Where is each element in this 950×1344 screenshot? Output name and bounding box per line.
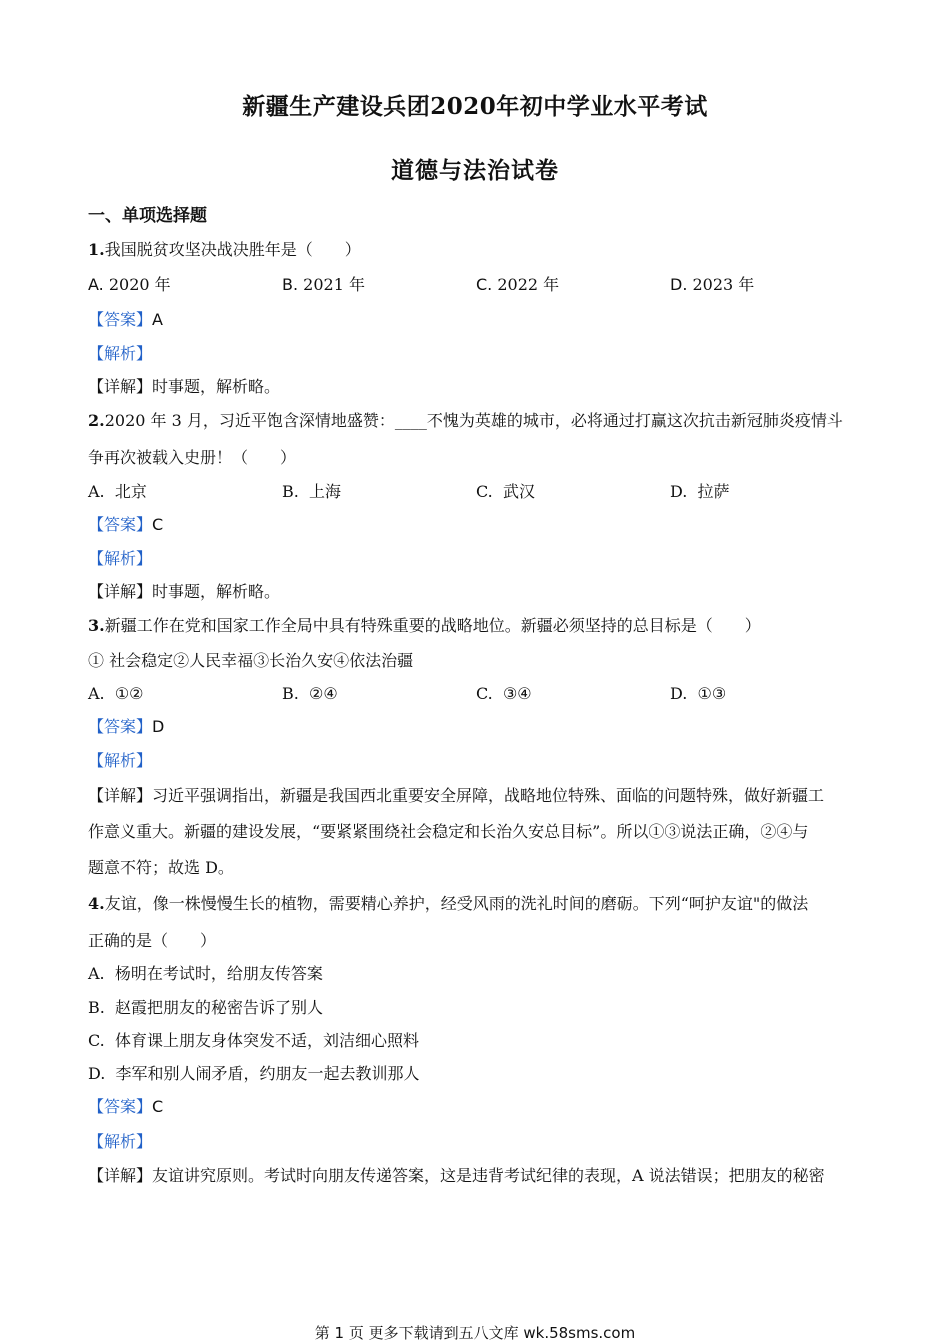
question-stem: 友谊，像一株慢慢生长的植物，需要精心养护，经受风雨的洗礼时间的磨砺。下列“呵护友谊"的做法 — [104, 894, 809, 913]
question-2 — [88, 411, 843, 431]
question-number: 3. — [88, 616, 105, 635]
option-d: D. 拉萨 — [670, 482, 730, 501]
answer-line: 【答案】C — [88, 1097, 164, 1116]
question-number: 2. — [88, 411, 105, 430]
detail-line: 【详解】时事题，解析略。 — [88, 377, 281, 396]
question-items: ① 社会稳定②人民幸福③长治久安④依法治疆 — [88, 651, 414, 670]
analysis-label: 【解析】 — [88, 549, 153, 568]
detail-line: 【详解】友谊讲究原则。考试时向朋友传递答案，这是违背考试纪律的表现，A 说法错误；把朋友的秘密 — [88, 1166, 825, 1185]
question-stem: 2020 年 3 月，习近平饱含深情地盛赞：____不愧为英雄的城市，必将通过打赢这次抗击新冠肺炎疫情斗 — [104, 411, 843, 430]
question-stem: 新疆工作在党和国家工作全局中具有特殊重要的战略地位。新疆必须坚持的总目标是（ ） — [104, 616, 761, 635]
analysis-label: 【解析】 — [88, 344, 153, 363]
page-footer: 第 1 页 更多下载请到五八文库 wk.58sms.com — [314, 1324, 636, 1342]
detail-line: 【详解】习近平强调指出，新疆是我国西北重要安全屏障，战略地位特殊、面临的问题特殊，做好新疆工 — [88, 786, 825, 805]
option-c: C. 2022 年 — [476, 275, 560, 294]
question-number: 1. — [88, 240, 105, 259]
option-d: D. ①③ — [670, 684, 727, 703]
analysis-label: 【解析】 — [88, 751, 153, 770]
answer-line: 【答案】A — [88, 310, 163, 329]
question-stem: 我国脱贫攻坚决战决胜年是（ ） — [104, 240, 361, 259]
exam-subtitle: 道德与法治试卷 — [391, 157, 559, 184]
section-heading: 一、单项选择题 — [88, 206, 207, 226]
exam-title: 新疆生产建设兵团2020年初中学业水平考试 — [242, 93, 708, 120]
option-c: C. 武汉 — [476, 482, 535, 501]
answer-line: 【答案】D — [88, 717, 165, 736]
option-d: D. 2023 年 — [670, 275, 755, 294]
option-b: B. 赵霞把朋友的秘密告诉了别人 — [88, 998, 324, 1017]
option-d: D. 李军和别人闹矛盾，约朋友一起去教训那人 — [88, 1064, 420, 1083]
option-a: A. ①② — [88, 684, 144, 703]
detail-line-cont: 题意不符；故选 D。 — [88, 858, 234, 877]
question-stem-cont: 争再次被载入史册！（ ） — [88, 448, 297, 467]
option-c: C. ③④ — [476, 684, 532, 703]
analysis-label: 【解析】 — [88, 1132, 153, 1151]
question-number: 4. — [88, 894, 105, 913]
question-1 — [88, 240, 361, 260]
option-a: A. 北京 — [88, 482, 147, 501]
option-a: A. 杨明在考试时，给朋友传答案 — [88, 964, 323, 983]
question-stem-cont: 正确的是（ ） — [88, 931, 217, 950]
detail-line: 【详解】时事题，解析略。 — [88, 582, 281, 601]
option-c: C. 体育课上朋友身体突发不适，刘洁细心照料 — [88, 1031, 419, 1050]
question-4 — [88, 894, 808, 914]
option-a: A. 2020 年 — [88, 275, 171, 294]
detail-line-cont: 作意义重大。新疆的建设发展，“要紧紧围绕社会稳定和长治久安总目标”。所以①③说法正确，②④与 — [88, 822, 809, 841]
answer-line: 【答案】C — [88, 515, 164, 534]
option-b: B. 2021 年 — [282, 275, 365, 294]
option-b: B. 上海 — [282, 482, 342, 501]
question-3 — [88, 616, 761, 636]
option-b: B. ②④ — [282, 684, 338, 703]
